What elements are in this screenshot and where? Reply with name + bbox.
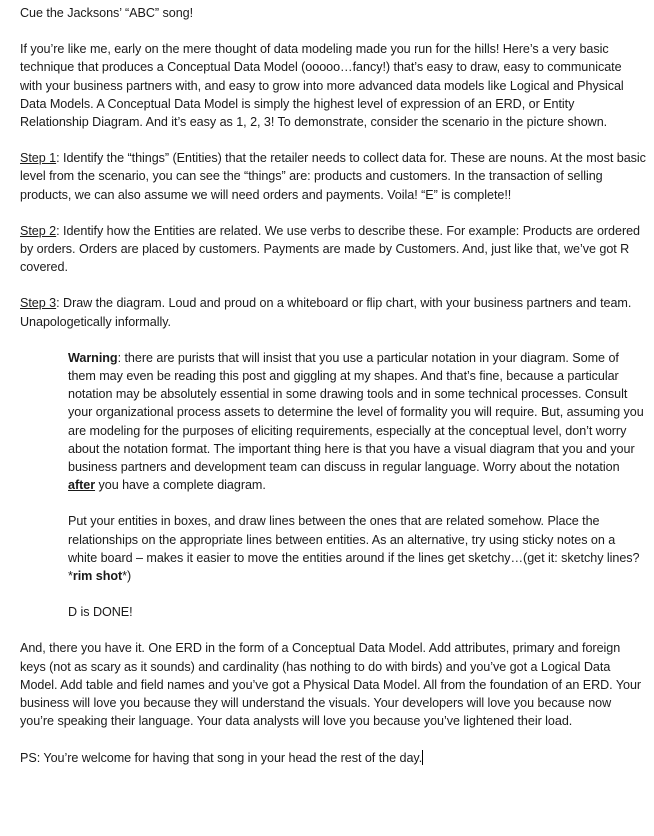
ps-paragraph: PS: You’re welcome for having that song in your head the rest of the day. xyxy=(20,750,423,765)
intro-paragraph: If you’re like me, early on the mere thought of data modeling made you run for the hills! Here’s a very basic technique that produces a Conceptual Data Model (ooooo…fancy!) that’s easy to draw, easy to communicate with your business partners with, and easy to grow into more advanced data models like Logical and Physical Data Models. A Conceptual Data Model is simply the highest level of expression of an ERD, or Entity Relationship Diagram. And it’s easy as 1, 2, 3! To demonstrate, consider the scenario in the picture shown. xyxy=(20,42,624,130)
entities-text-before: Put your entities in boxes, and draw lines between the ones that are related somehow. Place the relationships on the appropriate lines between entities. As an alternative, try using sticky notes on a white board – makes it easier to move the entities around if the lines get sketchy…(get it: sketchy lines? * xyxy=(68,514,640,584)
step-1-paragraph xyxy=(20,149,646,204)
text-cursor xyxy=(422,750,423,765)
intro-line: Cue the Jacksons’ “ABC” song! xyxy=(20,6,194,20)
step-1-text: : Identify the “things” (Entities) that the retailer needs to collect data for. These are nouns. At the most basic level from the scenario, you can see the “things” are: products and customers. In the transaction of selling products, we can also assume we will need orders and payments. Voila! “E” is complete!! xyxy=(20,151,646,202)
d-done-line: D is DONE! xyxy=(68,605,133,620)
step-2-text: : Identify how the Entities are related. We use verbs to describe these. For example: Products are ordered by orders. Orders are placed by customers. Payments are made by Customers. And, just like that, we’ve got R covered. xyxy=(20,223,641,275)
step-1-label: Step 1 xyxy=(20,151,57,166)
step-3-text: : Draw the diagram. Loud and proud on a whiteboard or flip chart, with your business partners and team. Unapologetically informally. xyxy=(20,296,632,329)
rim-shot: rim shot xyxy=(72,569,123,584)
step-3-label: Step 3 xyxy=(20,296,57,311)
entities-text-after: *) xyxy=(122,569,132,584)
document-body[interactable] xyxy=(20,4,646,785)
step-2-paragraph xyxy=(20,222,646,277)
warning-label: Warning xyxy=(68,350,118,365)
step-3-paragraph xyxy=(20,294,646,330)
warning-emphasis: after xyxy=(68,478,96,493)
step-2-label: Step 2 xyxy=(20,223,57,238)
warning-text-before: : there are purists that will insist that you use a particular notation in your diagram. Some of them may even be reading this post and giggling at my shapes. And that’s fine, because a particular notation may be absolutely essential in some drawing tools and in some technical processes. Consult your organizational process assets to determine the level of formality you will require. But, assuming you are modeling for the purposes of eliciting requirements, especially at the conceptual level, don’t worry about the notation format. The important thing here is that you have a visual diagram that you and your business partners and development team can discuss in regular language. Worry about the notation xyxy=(68,350,644,475)
conclusion-paragraph: And, there you have it. One ERD in the form of a Conceptual Data Model. Add attributes, primary and foreign keys (not as scary as it sounds) and cardinality (has nothing to do with birds) and you’ve got a Logical Data Model. Add table and field names and you’ve got a Physical Data Model. All from the foundation of an ERD. Your business will love you because they will understand the visuals. Your developers will love you because now you’re speaking their language. Your data analysts will love you because you’ve lightened their load. xyxy=(20,641,642,729)
entities-paragraph xyxy=(68,512,646,585)
warning-text-after: you have a complete diagram. xyxy=(95,478,266,493)
warning-paragraph xyxy=(68,349,646,495)
